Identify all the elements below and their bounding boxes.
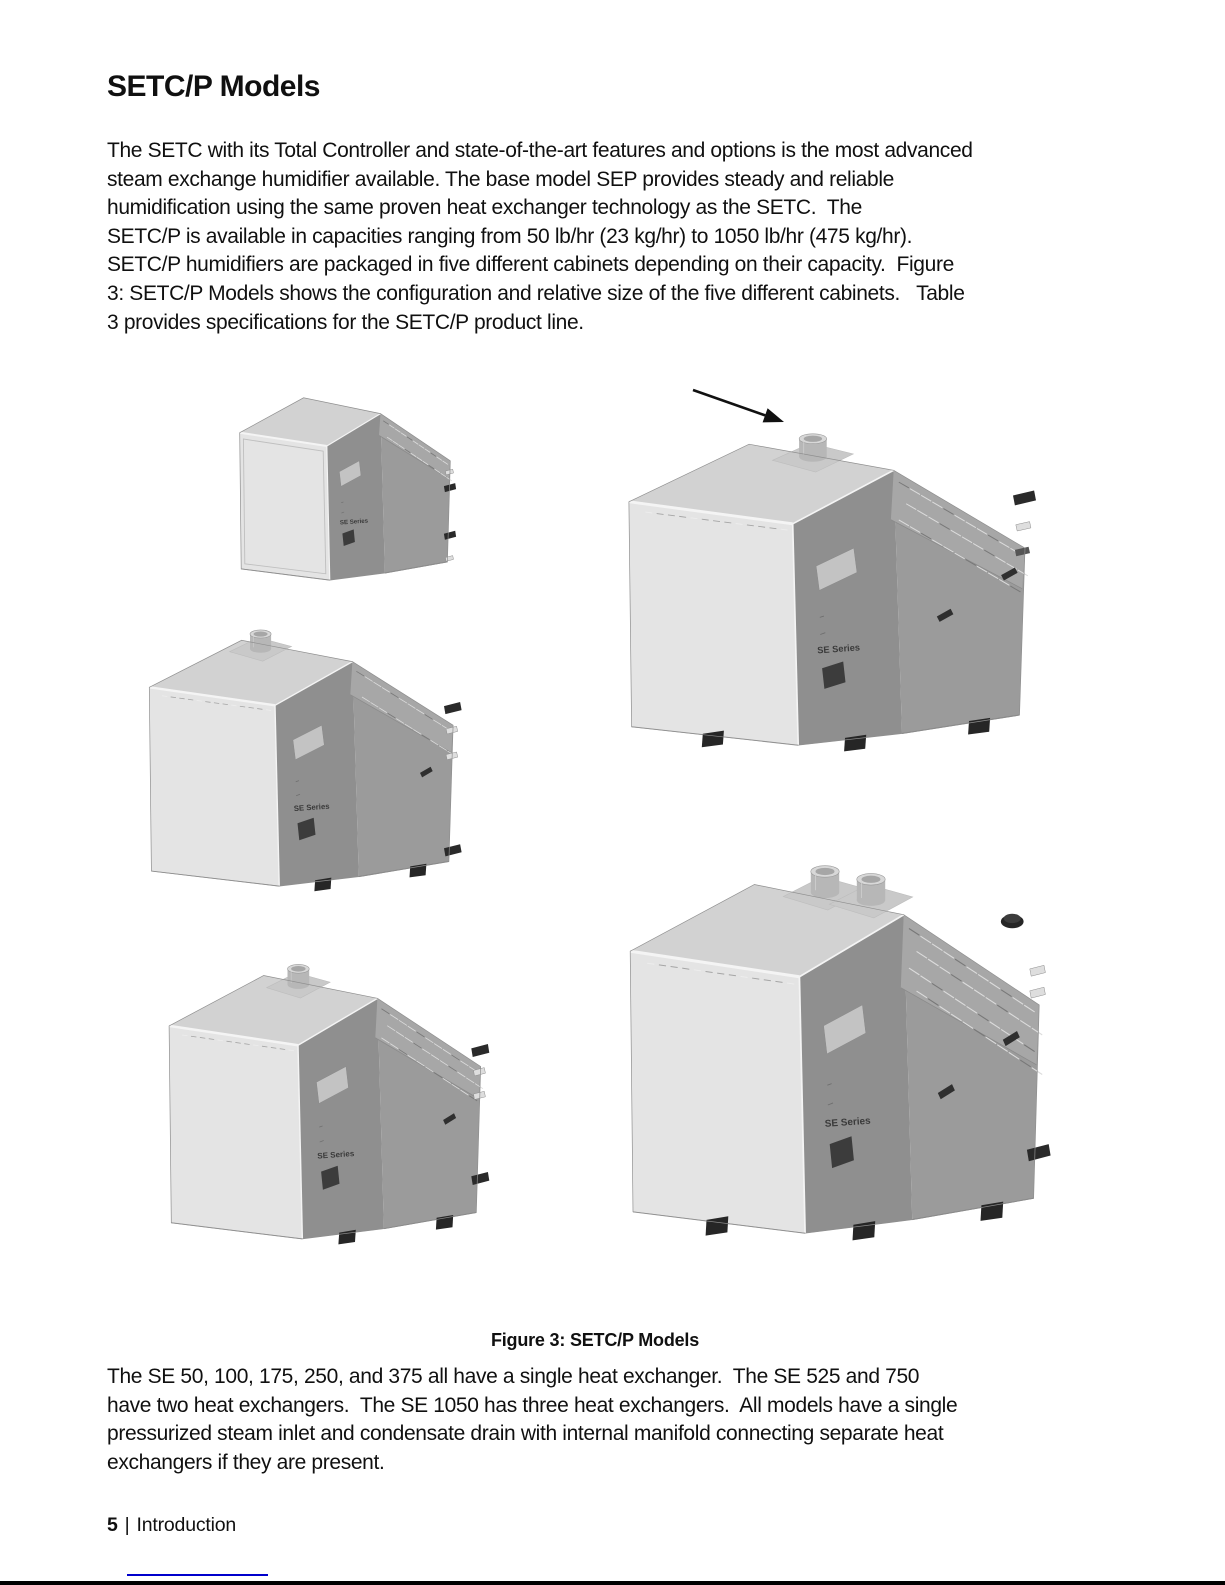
footer-link-underline[interactable] (127, 1574, 268, 1576)
cabinet-panel-label: SE Series (824, 1115, 872, 1130)
cabinet-panel-label: SE Series (816, 642, 861, 656)
paragraph-line: SETC/P is available in capacities ranging from 50 lb/hr (23 kg/hr) to 1050 lb/hr (475 kg/hr). (107, 224, 913, 248)
cabinet-wide (169, 964, 489, 1244)
paragraph-line: 3: SETC/P Models shows the configuration and relative size of the five different cabinets. Table (107, 281, 965, 305)
intro-paragraph (107, 137, 973, 337)
cabinet-xlarge (630, 866, 1050, 1241)
page-bottom-rule (0, 1581, 1225, 1585)
paragraph-line: humidification using the same proven heat exchanger technology as the SETC. The (107, 196, 862, 220)
paragraph-line: exchangers if they are present. (107, 1450, 385, 1474)
cabinet-panel-label: SE Series (293, 801, 330, 814)
cabinet-large (629, 390, 1036, 751)
paragraph-line: SETC/P humidifiers are packaged in five different cabinets depending on their capacity. Figure (107, 253, 954, 277)
paragraph-line: have two heat exchangers. The SE 1050 has three heat exchangers. All models have a single (107, 1393, 958, 1417)
paragraph-line: steam exchange humidifier available. The base model SEP provides steady and reliable (107, 167, 894, 191)
cabinet-small (240, 398, 456, 580)
page-number: 5 (107, 1514, 118, 1536)
cabinet-panel-label: SE Series (317, 1149, 355, 1161)
cabinet-medium (149, 630, 461, 891)
paragraph-line: The SE 50, 100, 175, 250, and 375 all have a single heat exchanger. The SE 525 and 750 (107, 1365, 920, 1388)
paragraph-line: 3 provides specifications for the SETC/P product line. (107, 310, 584, 334)
steam-outlet-arrow (693, 390, 784, 422)
paragraph-line: pressurized steam inlet and condensate drain with internal manifold connecting separate heat (107, 1422, 944, 1446)
footer-separator: | (124, 1514, 130, 1536)
footer-section-label: Introduction (136, 1514, 237, 1536)
page-title: SETC/P Models (107, 70, 320, 103)
page-footer (107, 1514, 236, 1537)
cabinet-panel-label: SE Series (339, 517, 369, 527)
figure-setcp-models-illustration (0, 368, 1225, 1290)
figure-caption: Figure 3: SETC/P Models (490, 1330, 700, 1350)
paragraph-line: The SETC with its Total Controller and state-of-the-art features and options is the most advanced (107, 139, 973, 162)
models-paragraph (107, 1363, 957, 1477)
